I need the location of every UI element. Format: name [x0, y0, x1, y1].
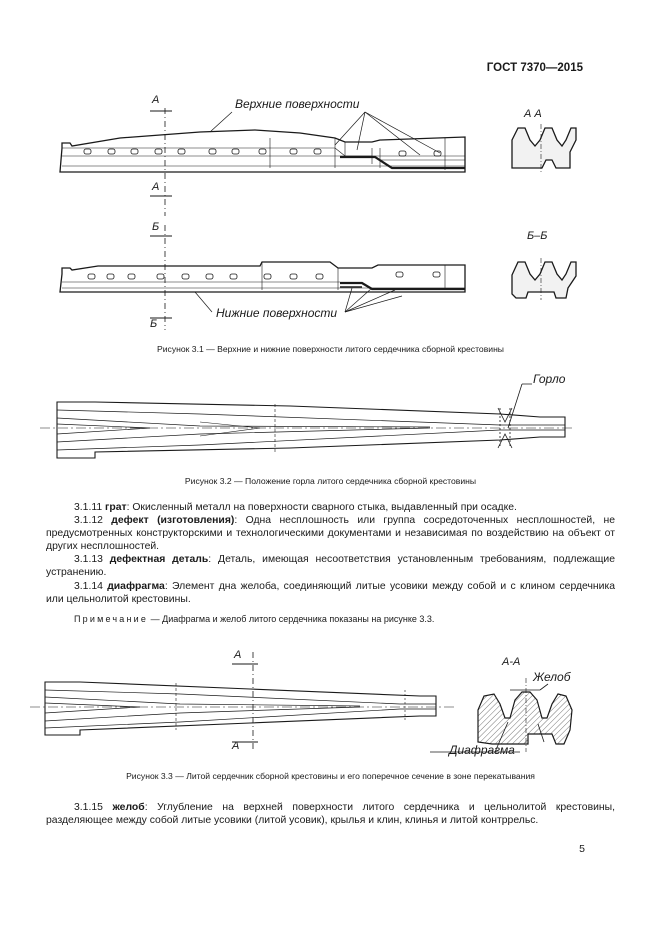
definition-3-1-14: 3.1.14 диафрагма: Элемент дна желоба, соединяющий литые усовики между собой и с клином сердечника или цельнолитой крестовины. [46, 580, 615, 605]
section-b-title: Б–Б [527, 230, 548, 242]
section-a-marker-bottom: А [152, 181, 160, 193]
label-groove: Желоб [533, 670, 571, 684]
label-throat: Горло [533, 372, 566, 386]
figure-3-3-caption: Рисунок 3.3 — Литой сердечник сборной крестовины и его поперечное сечение в зоне перекатывания [126, 771, 535, 781]
label-diaphragm: Диафрагма [449, 743, 515, 757]
label-upper-surfaces: Верхние поверхности [235, 97, 360, 111]
section-marker-top: А [234, 649, 242, 661]
section-b-marker-top: Б [152, 221, 160, 233]
definition-3-1-11: 3.1.11 грат: Окисленный металл на поверхности сварного стыка, выдавленный при осадке. [74, 502, 517, 513]
section-a-title: А А [524, 108, 542, 120]
definition-3-1-13: 3.1.13 дефектная деталь: Деталь, имеющая несоответствия установленным требованиям, подлежащие устранению. [46, 554, 615, 579]
section-marker-bottom: А [232, 740, 240, 752]
note-label: Примечание [74, 614, 149, 624]
figure-3-1-caption: Рисунок 3.1 — Верхние и нижние поверхности литого сердечника сборной крестовины [157, 344, 504, 354]
section-title-a-a: А-А [502, 656, 521, 668]
note-text: — Диафрагма и желоб литого сердечника показаны на рисунке 3.3. [148, 614, 435, 624]
section-a-marker-top: А [152, 94, 160, 106]
page-number: 5 [579, 843, 585, 855]
section-b-marker-bottom: Б [150, 318, 158, 330]
label-lower-surfaces: Нижние поверхности [216, 306, 338, 320]
figure-3-2-caption: Рисунок 3.2 — Положение горла литого сердечника сборной крестовины [184, 476, 477, 486]
definition-3-1-12: 3.1.12 дефект (изготовления): Одна несплошность или группа сосредоточенных несплошностей, не предусмотренных конструкторскими и технологическими документами и независимая по воздействию на объект от других несплошностей. [46, 515, 615, 553]
document-number: ГОСТ 7370—2015 [486, 62, 583, 74]
definition-3-1-15: 3.1.15 желоб: Углубление на верхней поверхности литого сердечника и цельнолитой крестовины, разделяющее между собой литые усовики (литой усовик), крылья и клин, клинья и литой контррельс. [46, 802, 615, 827]
